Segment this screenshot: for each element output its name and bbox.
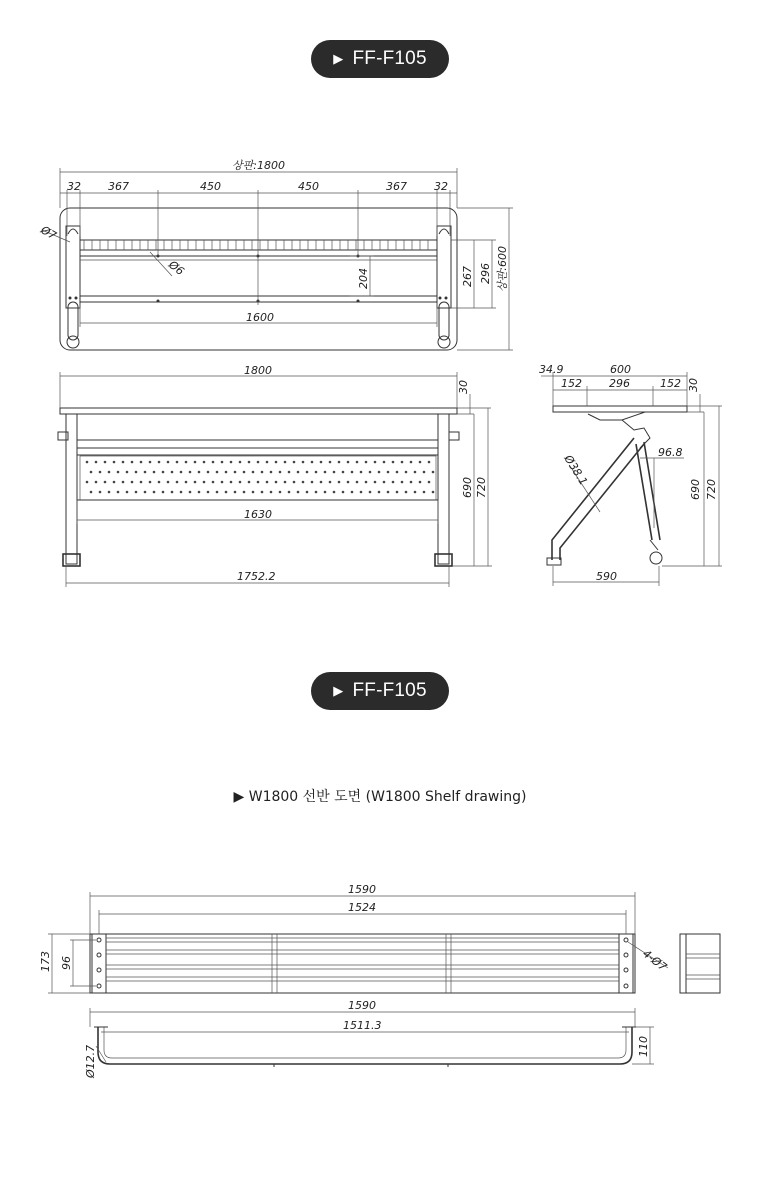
- perforation-dot: [351, 471, 354, 474]
- perforation-dot: [306, 491, 309, 494]
- perforation-dot: [329, 461, 332, 464]
- perforation-dot: [261, 471, 264, 474]
- perforation-pattern: [86, 461, 435, 494]
- perforation-dot: [270, 471, 273, 474]
- perforation-dot: [347, 461, 350, 464]
- dim-shelf-1511-3: 1511.3: [343, 1019, 382, 1032]
- perforation-dot: [153, 491, 156, 494]
- dim-front-1752: 1752.2: [237, 570, 276, 583]
- perforation-dot: [162, 491, 165, 494]
- shelf-top-view: [39, 883, 720, 993]
- perforation-dot: [311, 481, 314, 484]
- perforation-dot: [423, 491, 426, 494]
- perforation-dot: [279, 491, 282, 494]
- perforation-dot: [369, 491, 372, 494]
- perforation-dot: [401, 461, 404, 464]
- perforation-dot: [279, 471, 282, 474]
- perforation-dot: [167, 461, 170, 464]
- perforation-dot: [90, 471, 93, 474]
- perforation-dot: [365, 461, 368, 464]
- perforation-dot: [414, 471, 417, 474]
- perforation-dot: [284, 481, 287, 484]
- perforation-dot: [108, 471, 111, 474]
- perforation-dot: [207, 491, 210, 494]
- perforation-dot: [329, 481, 332, 484]
- perforation-dot: [320, 481, 323, 484]
- perforation-dot: [333, 491, 336, 494]
- perforation-dot: [387, 471, 390, 474]
- perforation-dot: [248, 461, 251, 464]
- perforation-dot: [117, 491, 120, 494]
- dim-phi6: Ø6: [166, 258, 187, 279]
- perforation-dot: [396, 471, 399, 474]
- perforation-dot: [288, 471, 291, 474]
- dim-side-152b: 152: [660, 377, 681, 390]
- perforation-dot: [324, 491, 327, 494]
- perforation-dot: [158, 481, 161, 484]
- dim-side-30: 30: [687, 378, 700, 392]
- perforation-dot: [369, 471, 372, 474]
- perforation-dot: [117, 471, 120, 474]
- perforation-dot: [338, 481, 341, 484]
- perforation-dot: [126, 491, 129, 494]
- perforation-dot: [185, 481, 188, 484]
- dim-450a: 450: [200, 180, 221, 193]
- perforation-dot: [293, 481, 296, 484]
- dim-1600: 1600: [246, 311, 274, 324]
- dim-367b: 367: [386, 180, 407, 193]
- perforation-dot: [212, 461, 215, 464]
- perforation-dot: [383, 461, 386, 464]
- perforation-dot: [378, 491, 381, 494]
- perforation-dot: [153, 471, 156, 474]
- shelf-drawing-caption: ▶ W1800 선반 도면 (W1800 Shelf drawing): [233, 789, 527, 805]
- perforation-dot: [392, 461, 395, 464]
- perforation-dot: [122, 461, 125, 464]
- dim-side-296: 296: [609, 377, 630, 390]
- dim-shelf-1524: 1524: [348, 901, 376, 914]
- dim-267: 267: [461, 266, 474, 287]
- perforation-dot: [90, 491, 93, 494]
- dim-side-690: 690: [689, 479, 702, 500]
- perforation-dot: [225, 491, 228, 494]
- perforation-dot: [176, 481, 179, 484]
- perforation-dot: [135, 471, 138, 474]
- perforation-dot: [180, 471, 183, 474]
- perforation-dot: [297, 491, 300, 494]
- perforation-dot: [99, 471, 102, 474]
- dim-296: 296: [479, 263, 492, 284]
- dim-front-690: 690: [461, 477, 474, 498]
- perforation-dot: [216, 491, 219, 494]
- perforation-dot: [140, 461, 143, 464]
- dim-shelf-173: 173: [39, 951, 52, 972]
- perforation-dot: [126, 471, 129, 474]
- perforation-dot: [360, 471, 363, 474]
- perforation-dot: [131, 481, 134, 484]
- perforation-dot: [387, 491, 390, 494]
- dim-367a: 367: [108, 180, 129, 193]
- perforation-dot: [266, 461, 269, 464]
- perforation-dot: [122, 481, 125, 484]
- dim-32b: 32: [434, 180, 448, 193]
- dim-phi7: Ø7: [38, 223, 59, 243]
- perforation-dot: [239, 461, 242, 464]
- perforation-dot: [207, 471, 210, 474]
- perforation-dot: [198, 471, 201, 474]
- perforation-dot: [108, 491, 111, 494]
- perforation-dot: [234, 471, 237, 474]
- perforation-dot: [95, 461, 98, 464]
- perforation-dot: [419, 461, 422, 464]
- dim-side-720: 720: [705, 479, 718, 500]
- perforation-dot: [239, 481, 242, 484]
- perforation-dot: [162, 471, 165, 474]
- perforation-dot: [410, 461, 413, 464]
- model-label: FF-F105: [352, 680, 427, 701]
- perforation-dot: [284, 461, 287, 464]
- perforation-dot: [243, 491, 246, 494]
- perforation-dot: [315, 471, 318, 474]
- perforation-dot: [189, 471, 192, 474]
- dim-shelf-phi12-7: Ø12.7: [84, 1044, 97, 1078]
- perforation-dot: [347, 481, 350, 484]
- perforation-dot: [432, 471, 435, 474]
- perforation-dot: [144, 471, 147, 474]
- perforation-dot: [194, 481, 197, 484]
- perforation-dot: [401, 481, 404, 484]
- perforation-dot: [306, 471, 309, 474]
- perforation-dot: [171, 491, 174, 494]
- dim-front-1800: 1800: [244, 364, 272, 377]
- dim-shelf-holes: 4-Ø7: [640, 947, 670, 974]
- perforation-dot: [252, 491, 255, 494]
- front-view: [58, 364, 492, 587]
- perforation-dot: [383, 481, 386, 484]
- perforation-dot: [225, 471, 228, 474]
- perforation-dot: [194, 461, 197, 464]
- perforation-dot: [320, 461, 323, 464]
- perforation-dot: [203, 481, 206, 484]
- perforation-dot: [396, 491, 399, 494]
- dim-32a: 32: [67, 180, 81, 193]
- perforation-dot: [86, 481, 89, 484]
- perforation-dot: [266, 481, 269, 484]
- perforation-dot: [302, 481, 305, 484]
- perforation-dot: [131, 461, 134, 464]
- perforation-dot: [221, 461, 224, 464]
- perforation-dot: [342, 471, 345, 474]
- perforation-dot: [113, 481, 116, 484]
- perforation-dot: [104, 481, 107, 484]
- perforation-dot: [342, 491, 345, 494]
- perforation-dot: [432, 491, 435, 494]
- perforation-dot: [230, 481, 233, 484]
- dim-depth-600: 상판:600: [496, 246, 509, 292]
- perforation-dot: [270, 491, 273, 494]
- perforation-dot: [378, 471, 381, 474]
- perforation-dot: [198, 491, 201, 494]
- dim-side-96-8: 96.8: [658, 446, 683, 459]
- perforation-dot: [315, 491, 318, 494]
- perforation-dot: [405, 471, 408, 474]
- perforation-dot: [297, 471, 300, 474]
- perforation-dot: [257, 481, 260, 484]
- perforation-dot: [144, 491, 147, 494]
- perforation-dot: [374, 481, 377, 484]
- perforation-dot: [248, 481, 251, 484]
- perforation-dot: [99, 491, 102, 494]
- dim-shelf-110: 110: [637, 1036, 650, 1057]
- dim-side-phi38-1: Ø38.1: [561, 452, 591, 488]
- perforation-dot: [428, 461, 431, 464]
- perforation-dot: [356, 461, 359, 464]
- perforation-dot: [86, 461, 89, 464]
- perforation-dot: [275, 481, 278, 484]
- perforation-dot: [360, 491, 363, 494]
- perforation-dot: [158, 461, 161, 464]
- perforation-dot: [419, 481, 422, 484]
- perforation-dot: [414, 491, 417, 494]
- dim-front-720: 720: [475, 477, 488, 498]
- dim-204: 204: [357, 268, 370, 289]
- perforation-dot: [374, 461, 377, 464]
- play-icon: ▶: [333, 683, 344, 698]
- perforation-dot: [171, 471, 174, 474]
- perforation-dot: [104, 461, 107, 464]
- dim-shelf-1590-top: 1590: [348, 883, 376, 896]
- dim-top-1800: 상판:1800: [232, 159, 285, 172]
- perforation-dot: [333, 471, 336, 474]
- dim-450b: 450: [298, 180, 319, 193]
- side-view: [539, 363, 722, 586]
- dim-front-30: 30: [457, 380, 470, 394]
- perforation-dot: [189, 491, 192, 494]
- perforation-dot: [392, 481, 395, 484]
- perforation-dot: [234, 491, 237, 494]
- perforation-dot: [311, 461, 314, 464]
- model-label: FF-F105: [352, 48, 427, 69]
- perforation-dot: [293, 461, 296, 464]
- perforation-dot: [410, 481, 413, 484]
- perforation-dot: [113, 461, 116, 464]
- dim-side-590: 590: [596, 570, 617, 583]
- perforation-dot: [95, 481, 98, 484]
- perforation-dot: [140, 481, 143, 484]
- dim-front-1630: 1630: [244, 508, 272, 521]
- perforation-dot: [261, 491, 264, 494]
- perforation-dot: [216, 471, 219, 474]
- perforation-dot: [243, 471, 246, 474]
- perforation-dot: [149, 461, 152, 464]
- perforation-dot: [302, 461, 305, 464]
- perforation-dot: [338, 461, 341, 464]
- dim-side-34-9: 34.9: [539, 363, 564, 376]
- perforation-dot: [180, 491, 183, 494]
- perforation-dot: [230, 461, 233, 464]
- top-view: [38, 159, 513, 350]
- perforation-dot: [221, 481, 224, 484]
- shelf-front-view: [84, 999, 654, 1079]
- perforation-dot: [257, 461, 260, 464]
- perforation-dot: [324, 471, 327, 474]
- play-icon: ▶: [333, 51, 344, 66]
- perforation-dot: [212, 481, 215, 484]
- dim-side-600: 600: [610, 363, 631, 376]
- dim-shelf-96: 96: [60, 956, 73, 970]
- perforation-dot: [365, 481, 368, 484]
- perforation-dot: [288, 491, 291, 494]
- perforation-dot: [149, 481, 152, 484]
- perforation-dot: [203, 461, 206, 464]
- perforation-dot: [356, 481, 359, 484]
- perforation-dot: [252, 471, 255, 474]
- perforation-dot: [176, 461, 179, 464]
- perforation-dot: [275, 461, 278, 464]
- perforation-dot: [167, 481, 170, 484]
- perforation-dot: [135, 491, 138, 494]
- perforation-dot: [423, 471, 426, 474]
- perforation-dot: [351, 491, 354, 494]
- dim-shelf-1590-bottom: 1590: [348, 999, 376, 1012]
- perforation-dot: [405, 491, 408, 494]
- dim-side-152a: 152: [561, 377, 582, 390]
- perforation-dot: [428, 481, 431, 484]
- perforation-dot: [185, 461, 188, 464]
